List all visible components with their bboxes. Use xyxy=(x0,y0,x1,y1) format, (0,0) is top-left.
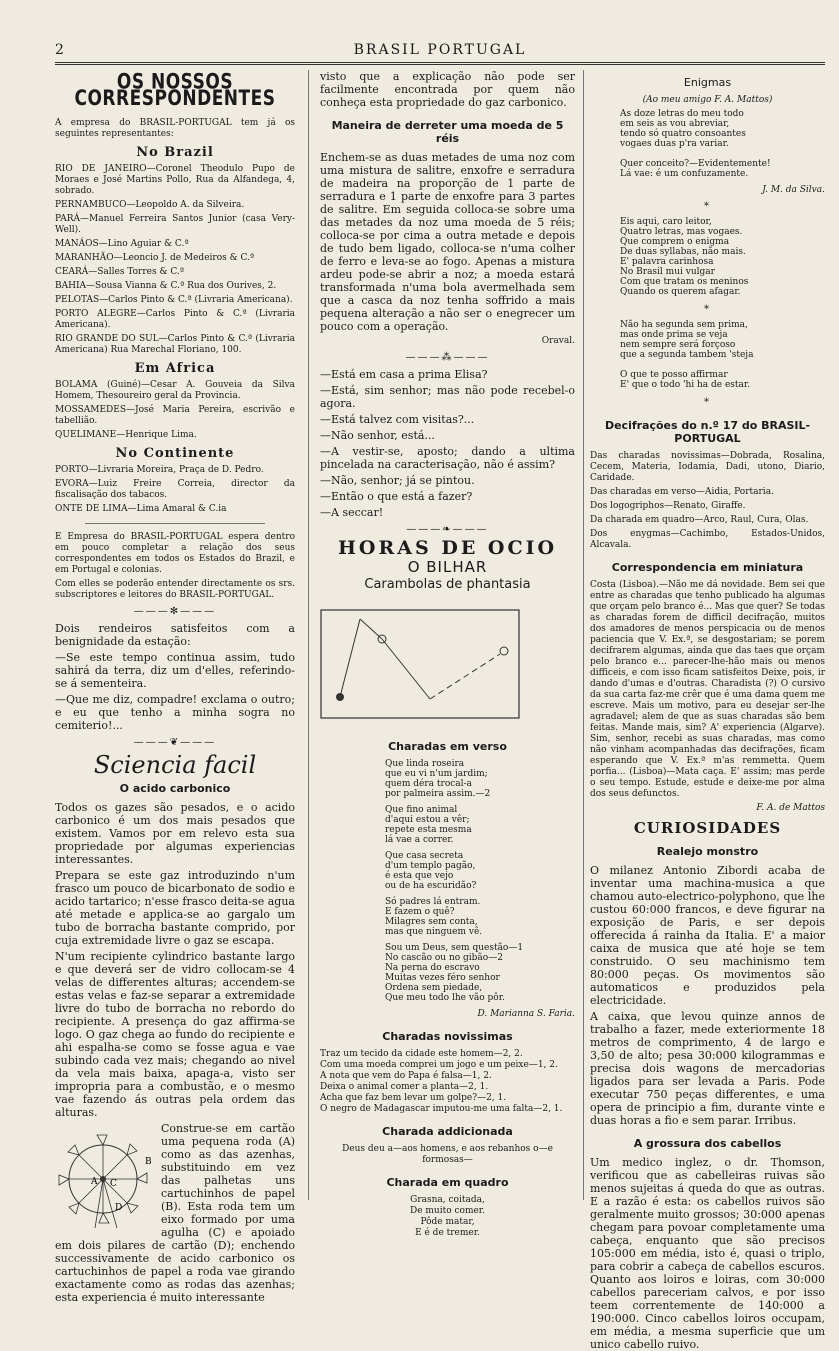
list-item: PORTO ALEGRE—Carlos Pinto & C.ª (Livraria Americana). xyxy=(55,309,295,330)
signature: D. Marianna S. Faria. xyxy=(477,1009,575,1019)
column-2 xyxy=(320,70,575,1238)
list-item: Da charada em quadro—Arco, Raul, Cura, Olas. xyxy=(590,515,809,525)
article-paragraph: N'um recipiente cylindrico bastante largo e que deverá ser de vidro collocam-se 4 velas de differentes alturas; accendem-se estas velas e faz-se separar a extremidade livre do tubo de borracha no rebordo do recipiente. A presença do gaz affirma-se logo. O gaz chega ao fundo do recipiente e ahi espalha-se como se fosse agua e vae subindo cada vez mais; chegando ao nivel da vela mais baixa, apaga-a, visto ser impropria para a combustão, e o mesmo vae fazendo ás outras pela ordem das alturas. xyxy=(55,950,295,1119)
ornament-divider: * xyxy=(704,304,711,315)
column-divider xyxy=(308,70,309,1200)
article-paragraph: Um medico inglez, o dr. Thomson, verificou que as cabelleiras ruivas são menos sujeitas á queda do que as outras. E a razão é esta: os cabellos ruivos são geralmente muito grossos; 30:000 apenas chegam para povoar completamente uma cabeça, enquanto que são precisos 105:000 em média, isto é, quasi o triplo, para cobrir a cabeça de cabellos escuros. Quanto aos loiros e loiras, com 30:000 cabellos pareceriam calvos, e por isso teem correntemente de 140:000 a 190:000. Cinco cabellos loiros occupam, em média, a mesma superficie que um unico cabello ruivo. xyxy=(590,1156,825,1351)
verse-stanza: Que fino animal d'aqui estou a vêr; repete esta mesma lá vae a correr. xyxy=(385,805,472,845)
carambolas-heading: Carambolas de phantasia xyxy=(364,577,531,592)
article-paragraph: Enchem-se as duas metades de uma noz com uma mistura de salitre, enxofre e serradura de madeira na proporção de 1 parte de serradura e 1 parte de enxofre para 3 partes de salitre. Em seguida colloca-se sobre uma das metades da noz uma moeda de 5 réis; colloca-se por cima a outra metade e depois de tudo bem ligado, colloca-se n'uma colher de ferro e leva-se ao fogo. Apenas a mistura ardeu pode-se abrir a noz; a moeda estará transformada n'uma bola avermelhada sem que a casca da noz tenha soffrido a mais pequena alteração a não ser o enegrecer um pouco com a operação. xyxy=(320,151,575,333)
article-paragraph: O milanez Antonio Zibordi acaba de inventar uma machina-musica a que chamou auto-electrico-polyphono, que lhe custou 60:000 francos, e deve figurar na exposição de Paris, e ser depois offerecida á rainha da Italia. E' a maior caixa de musica que até hoje se tem construido. O seu machinismo tem 80:000 peças. Os movimentos são automaticos e produzidos pela electricidade. xyxy=(590,864,825,1007)
brasil-heading: No Brazil xyxy=(136,145,214,160)
list-item: MARANHÃO—Leoncio J. de Medeiros & C.ª xyxy=(55,253,255,263)
list-item: Deixa o animal comer a planta—2, 1. xyxy=(320,1082,489,1092)
ornament-divider: ———✻——— xyxy=(133,606,217,617)
signature: J. M. da Silva. xyxy=(762,185,825,195)
page-header xyxy=(55,42,825,58)
ornament-divider: * xyxy=(704,201,711,212)
fig-label-d: D xyxy=(115,1203,123,1213)
list-item: ONTE DE LIMA—Lima Amaral & C.ia xyxy=(55,504,227,514)
dialog-line: —A seccar! xyxy=(320,506,384,519)
dialog-line: —Está talvez com visitas?... xyxy=(320,413,475,426)
list-item: Dos logogriphos—Renato, Giraffe. xyxy=(590,501,746,511)
enigma-poem: As doze letras do meu todo em seis as vou abreviar, tendo só quatro consoantes vogaes duas p'ra variar. Quer conceito?—Evidentemente! Lá vae: é um confuzamente. xyxy=(620,109,771,179)
dialog-line: —Está, sim senhor; mas não pode recebel-o agora. xyxy=(320,384,575,410)
list-item: MOSSAMEDES—José Maria Pereira, escrivão e tabellião. xyxy=(55,405,295,426)
list-item: PORTO—Livraria Moreira, Praça de D. Pedro. xyxy=(55,465,264,475)
list-item: Traz um tecido da cidade este homem—2, 2. xyxy=(320,1049,523,1059)
africa-heading: Em Africa xyxy=(134,361,216,376)
grossura-heading: A grossura dos cabellos xyxy=(633,1137,782,1150)
verse-stanza: Só padres lá entram. E fazem o quê? Milagres sem conta, mas que ninguem vê. xyxy=(385,897,483,937)
list-item: RIO DE JANEIRO—Coronel Theodulo Pupo de Moraes e José Martins Pollo, Rua da Alfandega, 4, sobrado. xyxy=(55,164,295,196)
divider xyxy=(85,523,265,524)
quadro-heading: Charada em quadro xyxy=(386,1176,509,1189)
list-item: PERNAMBUCO—Leopoldo A. da Silveira. xyxy=(55,200,245,210)
novissimas-list xyxy=(320,1049,575,1115)
fig-label-a: A xyxy=(91,1177,98,1187)
column-divider xyxy=(583,70,584,1200)
curiosidades-heading: CURIOSIDADES xyxy=(633,819,782,837)
acido-heading: O acido carbonico xyxy=(119,782,231,795)
verse-stanza: Que linda roseira que eu vi n'um jardim; quem déra trocal-a por palmeira assim.—2 xyxy=(385,759,491,799)
list-item: PARÁ—Manuel Ferreira Santos Junior (casa Very-Well). xyxy=(55,214,295,235)
list-item: Das charadas em verso—Aidia, Portaria. xyxy=(590,487,774,497)
list-item: QUELIMANE—Henrique Lima. xyxy=(55,430,197,440)
dialog-line: —Não senhor, está... xyxy=(320,429,435,442)
charadas-verso-heading: Charadas em verso xyxy=(388,740,507,753)
list-item: Com uma moeda comprei um jogo e um peixe—1, 2. xyxy=(320,1060,558,1070)
list-item: BAHIA—Sousa Vianna & C.ª Rua dos Ourives, 2. xyxy=(55,281,277,291)
signature: F. A. de Mattos xyxy=(756,803,825,813)
moeda-heading: Maneira de derreter uma moeda de 5 réis xyxy=(331,119,564,145)
list-item: EVORA—Luiz Freire Correia, director da fiscalisação dos tabacos. xyxy=(55,479,295,500)
notice-paragraph: E Empresa do BRASIL-PORTUGAL espera dentro em pouco completar a relação dos seus correspondentes em todos os Estados do Brazil, e em Portugal e colonias. xyxy=(55,532,295,575)
enigmas-heading: Enigmas xyxy=(683,76,732,89)
list-item: Acha que faz bem levar um golpe?—2, 1. xyxy=(320,1093,507,1103)
fig-label-c: C xyxy=(110,1179,117,1189)
anecdote-paragraph: Dois rendeiros satisfeitos com a benignidade da estação: xyxy=(55,622,295,648)
horas-heading: HORAS DE OCIO xyxy=(337,537,558,559)
list-item: O negro de Madagascar imputou-me uma falta—2, 1. xyxy=(320,1104,563,1114)
list-item: BOLAMA (Guiné)—Cesar A. Gouveia da Silva Homem, Thesoureiro geral da Provincia. xyxy=(55,380,295,401)
billiard-diagram xyxy=(320,609,520,719)
novissimas-heading: Charadas novissimas xyxy=(382,1030,513,1043)
column-3 xyxy=(590,70,825,1351)
masthead-title: BRASIL PORTUGAL xyxy=(353,42,527,58)
continente-heading: No Continente xyxy=(115,446,235,461)
correspondencia-text: Costa (Lisboa).—Não me dá novidade. Bem sei que entre as charadas que tenho publicado ha algumas que orçam pelo branco é... Mas que quer? Se todas as charadas forem de difficil decifração, muitos dos amadores de menos perspicacia ou de menos paciencia que V. Ex.ª, se desgostariam; se porem decifrarem algumas, ainda que das taes que orçam pelo branco e... parecer-lhe-hão mais ou menos difficeis, e com isso ficam satisfeitos Deixe, pois, ir dando d'umas e d'outras. Charadista (?) O cursivo da sua carta faz-me crêr que é uma dama quem me escreve. Mais um motivo, para eu desejar ser-lhe agradavel; alem de que as suas charadas são bem feitas. Mande mais, sim? A' experiencia (Algarve). Sim, senhor, recebi as suas charadas, mas como não vinham acompanhadas das decifrações, ficam esperando que V. Ex.ª m'as remmetta. Quem porfia... (Lisboa)—Mata caça. E' assim; mas perde o seu tempo. Estude, estude e deixe-me por alma dos seus defunctos. xyxy=(590,580,825,799)
dialog-line: —Está em casa a prima Elisa? xyxy=(320,368,488,381)
list-item: PELOTAS—Carlos Pinto & C.ª (Livraria Americana). xyxy=(55,295,293,305)
column-1 xyxy=(55,69,295,1304)
ornament-divider: ———⁂——— xyxy=(405,352,490,363)
article-paragraph: A caixa, que levou quinze annos de trabalho a fazer, mede exteriormente 18 metros de comprimento, 4 de largo e 3,50 de alto; pesa 30:000 kilogrammas e precisa dois wagons de mercadorias ligados para ser levada a Paris. Pode executar 750 peças differentes, e uma opera de principio a fim, durante vinte e duas horas a fio e sem parar. Irribus. xyxy=(590,1010,825,1127)
ornament-divider: * xyxy=(704,397,711,408)
correspondents-title: OS NOSSOS CORRESPONDENTES xyxy=(74,69,276,111)
realejo-heading: Realejo monstro xyxy=(656,845,759,858)
decifracoes-list xyxy=(590,451,825,551)
correspondents-intro: A empresa do BRASIL-PORTUGAL tem já os seguintes representantes: xyxy=(55,118,295,139)
article-paragraph: Construe-se em cartão uma pequena roda (A) como as das azenhas, substituindo em vez das palhetas uns cartuchinhos de papel (B). Esta roda tem um eixo formado por uma agulha (C) e apoiado em dois pilares de cartão (D); enchendo successivamente de acido carbonico os cartuchinhos de papel a roda vae girando exactamente como as rodas das azenhas; esta experiencia é muito interessante xyxy=(55,1122,295,1304)
ornament-divider: ———❦——— xyxy=(133,737,217,748)
correspondencia-heading: Correspondencia em miniatura xyxy=(611,561,804,574)
article-paragraph: Prepara se este gaz introduzindo n'um frasco um pouco de bicarbonato de sodio e acido tartarico; n'esse frasco deita-se agua até metade e applica-se ao gargalo um tubo de borracha bastante comprido, por cuja extremidade livre o gaz se escapa. xyxy=(55,869,295,947)
dialog-line: —Não, senhor; já se pintou. xyxy=(320,474,475,487)
list-item: RIO GRANDE DO SUL—Carlos Pinto & C.ª (Livraria Americana) Rua Marechal Floriano, 100. xyxy=(55,334,295,355)
dialog-line: —A vestir-se, aposto; dando a ultima pincelada na caracterisação, não é assim? xyxy=(320,445,575,471)
list-item: Das charadas novissimas—Dobrada, Rosalina, Cecem, Materia, Iodamia, Dadi, utono, Diario, Caridade. xyxy=(590,451,825,483)
dialog-line: —Então o que está a fazer? xyxy=(320,490,473,503)
article-paragraph: Todos os gazes são pesados, e o acido carbonico é um dos mais pesados que existem. Vamos por em relevo esta sua propriedade por algumas experiencias interessantes. xyxy=(55,801,295,866)
addicionada-text: Deus deu a—aos homens, e aos rebanhos o—e formosas— xyxy=(342,1144,553,1165)
anecdote-paragraph: —Se este tempo continua assim, tudo sahirá da terra, diz um d'elles, referindo-se á sementeira. xyxy=(55,651,295,690)
quadro-text: Grasna, coitada, De muito comer. Pôde matar, E é de tremer. xyxy=(409,1195,485,1238)
bilhar-heading: O BILHAR xyxy=(407,558,488,576)
decifracoes-heading: Decifrações do n.º 17 do BRASIL-PORTUGAL xyxy=(604,419,811,445)
enigmas-dedication: (Ao meu amigo F. A. Mattos) xyxy=(642,95,773,105)
header-rule xyxy=(55,62,825,65)
list-item: MANÁOS—Lino Aguiar & C.ª xyxy=(55,239,189,249)
addicionada-heading: Charada addicionada xyxy=(382,1125,513,1138)
list-item: Dos enygmas—Cachimbo, Estados-Unidos, Alcavala. xyxy=(590,529,825,550)
paper-wheel-figure xyxy=(55,1124,155,1234)
fig-label-b: B xyxy=(145,1157,152,1167)
signature: Oraval. xyxy=(541,336,575,346)
list-item: CEARÁ—Salles Torres & C.ª xyxy=(55,267,185,277)
list-item: A nota que vem do Papa é falsa—1, 2. xyxy=(320,1071,492,1081)
verse-stanza: Que casa secreta d'um templo pagão, é esta que vejo ou de ha escuridão? xyxy=(385,851,477,891)
verse-stanza: Sou um Deus, sem questão—1 No cascão ou no gibão—2 Na perna do escravo Muitas vezes féro senhor Ordena sem piedade, Que meu todo lhe vão pôr. xyxy=(385,943,524,1003)
article-paragraph: visto que a explicação não pode ser facilmente encontrada por quem não conheça esta propriedade do gaz carbonico. xyxy=(320,70,575,109)
notice-paragraph: Com elles se poderão entender directamente os srs. subscriptores e leitores do BRASIL-PORTUGAL. xyxy=(55,579,295,600)
sciencia-title: Sciencia facil xyxy=(93,751,257,779)
page-number: 2 xyxy=(55,42,64,58)
enigma-poem: Eis aqui, caro leitor, Quatro letras, mas vogaes. Que comprem o enigma De duas syllabas, não mais. E' palavra carinhosa No Brasil mui vulgar Com que tratam os meninos Quando os querem afagar. xyxy=(620,217,749,297)
anecdote-paragraph: —Que me diz, compadre! exclama o outro; e eu que tenho a minha sogra no cemiterio!... xyxy=(55,693,295,732)
ornament-divider: ———❧——— xyxy=(406,524,489,535)
enigma-poem: Não ha segunda sem prima, mas onde prima se veja nem sempre será forçoso que a segunda tambem 'steja O que te posso affirmar E' que o todo 'hi ha de estar. xyxy=(620,320,754,390)
